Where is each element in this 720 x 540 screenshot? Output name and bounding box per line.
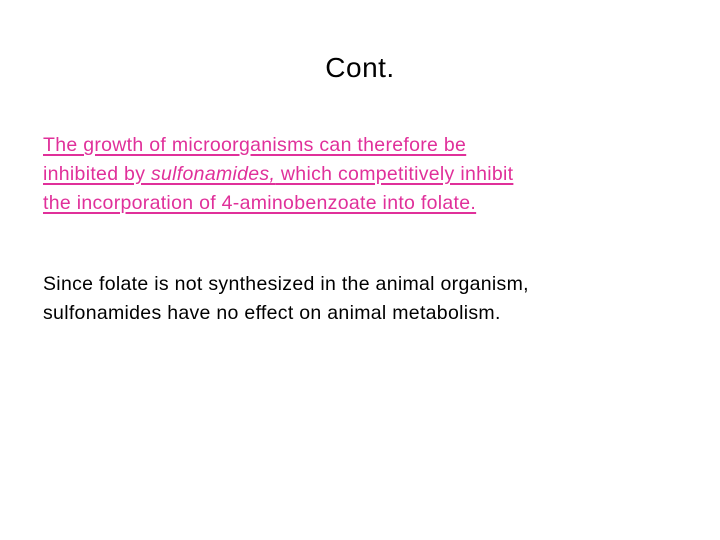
sulfonamides-emphasis: sulfonamides, <box>150 163 276 185</box>
paragraph-2-line-1: Since folate is not synthesized in the animal organism, <box>43 273 529 295</box>
paragraph-1-line-2-start: inhibited by <box>43 163 151 185</box>
slide-title-text: Cont. <box>325 52 395 83</box>
paragraph-1-line-2 <box>43 160 693 189</box>
body-paragraph <box>43 270 693 328</box>
paragraph-1-line-1: The growth of microorganisms can therefore be <box>43 134 467 156</box>
slide-title <box>0 50 720 86</box>
paragraph-1-line-3: the incorporation of 4-aminobenzoate into folate. <box>43 192 477 214</box>
highlighted-paragraph <box>43 131 693 218</box>
paragraph-1-line-2-end: which competitively inhibit <box>275 163 514 185</box>
paragraph-2-line-2: sulfonamides have no effect on animal metabolism. <box>43 302 501 324</box>
